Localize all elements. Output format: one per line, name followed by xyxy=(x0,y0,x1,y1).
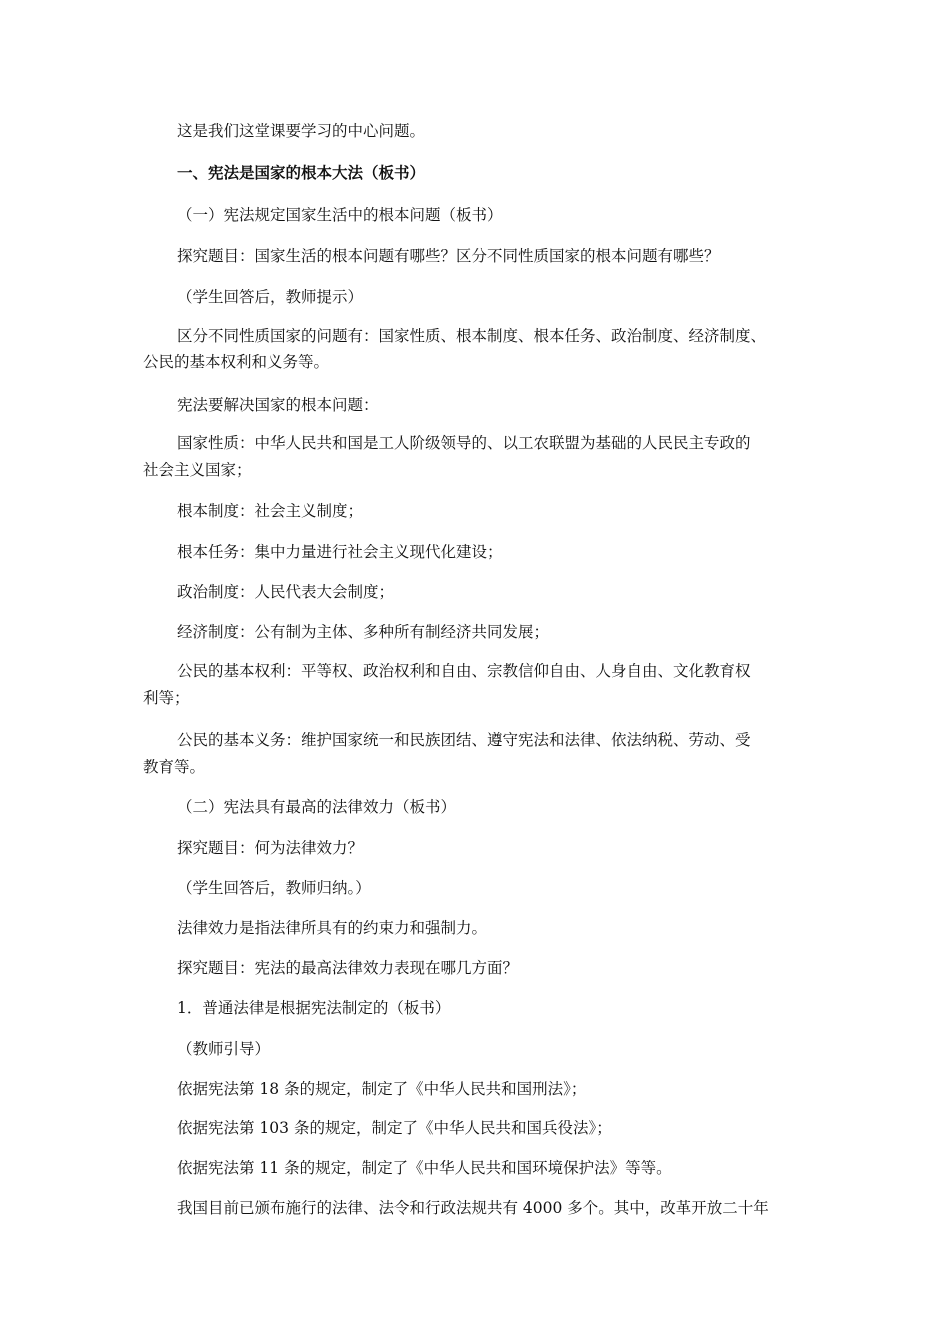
inquiry-question-3: 探究题目：宪法的最高法律效力表现在哪几方面？ xyxy=(177,959,519,977)
paragraph-environment-law: 依据宪法第 11 条的规定，制定了《中华人民共和国环境保护法》等等。 xyxy=(177,1159,672,1177)
paragraph-legal-effect-definition: 法律效力是指法律所具有的约束力和强制力。 xyxy=(177,919,488,937)
paragraph-central-question: 这是我们这堂课要学习的中心问题。 xyxy=(177,122,426,140)
paragraph-state-nature-line-2: 社会主义国家； xyxy=(143,461,252,479)
teacher-guidance-note: （教师引导） xyxy=(177,1040,271,1058)
paragraph-fundamental-system: 根本制度：社会主义制度； xyxy=(177,502,364,520)
paragraph-citizen-rights-line-2: 利等； xyxy=(143,689,190,707)
paragraph-constitution-solves: 宪法要解决国家的根本问题： xyxy=(177,396,379,414)
paragraph-political-system: 政治制度：人民代表大会制度； xyxy=(177,583,395,601)
paragraph-laws-count: 我国目前已颁布施行的法律、法令和行政法规共有 4000 多个。其中，改革开放二十年 xyxy=(177,1199,769,1217)
inquiry-question-1: 探究题目：国家生活的根本问题有哪些？区分不同性质国家的根本问题有哪些？ xyxy=(177,247,720,265)
subheading-fundamental-issues: （一）宪法规定国家生活中的根本问题（板书） xyxy=(177,206,503,224)
paragraph-state-nature-line-1: 国家性质：中华人民共和国是工人阶级领导的、以工农联盟为基础的人民民主专政的 xyxy=(177,434,751,452)
subheading-highest-legal-effect: （二）宪法具有最高的法律效力（板书） xyxy=(177,798,457,816)
paragraph-citizen-rights-line-1: 公民的基本权利：平等权、政治权利和自由、宗教信仰自由、人身自由、文化教育权 xyxy=(177,662,751,680)
paragraph-citizen-duties-line-2: 教育等。 xyxy=(143,758,206,776)
inquiry-question-2: 探究题目：何为法律效力？ xyxy=(177,839,364,857)
teacher-note-2: （学生回答后，教师归纳。） xyxy=(177,879,371,897)
paragraph-criminal-law: 依据宪法第 18 条的规定，制定了《中华人民共和国刑法》； xyxy=(177,1080,587,1098)
paragraph-fundamental-task: 根本任务：集中力量进行社会主义现代化建设； xyxy=(177,543,503,561)
heading-constitution-fundamental-law: 一、宪法是国家的根本大法（板书） xyxy=(177,163,426,182)
paragraph-citizen-duties-line-1: 公民的基本义务：维护国家统一和民族团结、遵守宪法和法律、依法纳税、劳动、受 xyxy=(177,731,751,749)
paragraph-issues-line-2: 公民的基本权利和义务等。 xyxy=(143,353,330,371)
paragraph-economic-system: 经济制度：公有制为主体、多种所有制经济共同发展； xyxy=(177,623,550,641)
paragraph-military-service-law: 依据宪法第 103 条的规定，制定了《中华人民共和国兵役法》； xyxy=(177,1119,612,1137)
teacher-note-1: （学生回答后，教师提示） xyxy=(177,288,364,306)
paragraph-issues-line-1: 区分不同性质国家的问题有：国家性质、根本制度、根本任务、政治制度、经济制度、 xyxy=(177,327,767,345)
numbered-point-1: 1．普通法律是根据宪法制定的（板书） xyxy=(177,999,451,1017)
